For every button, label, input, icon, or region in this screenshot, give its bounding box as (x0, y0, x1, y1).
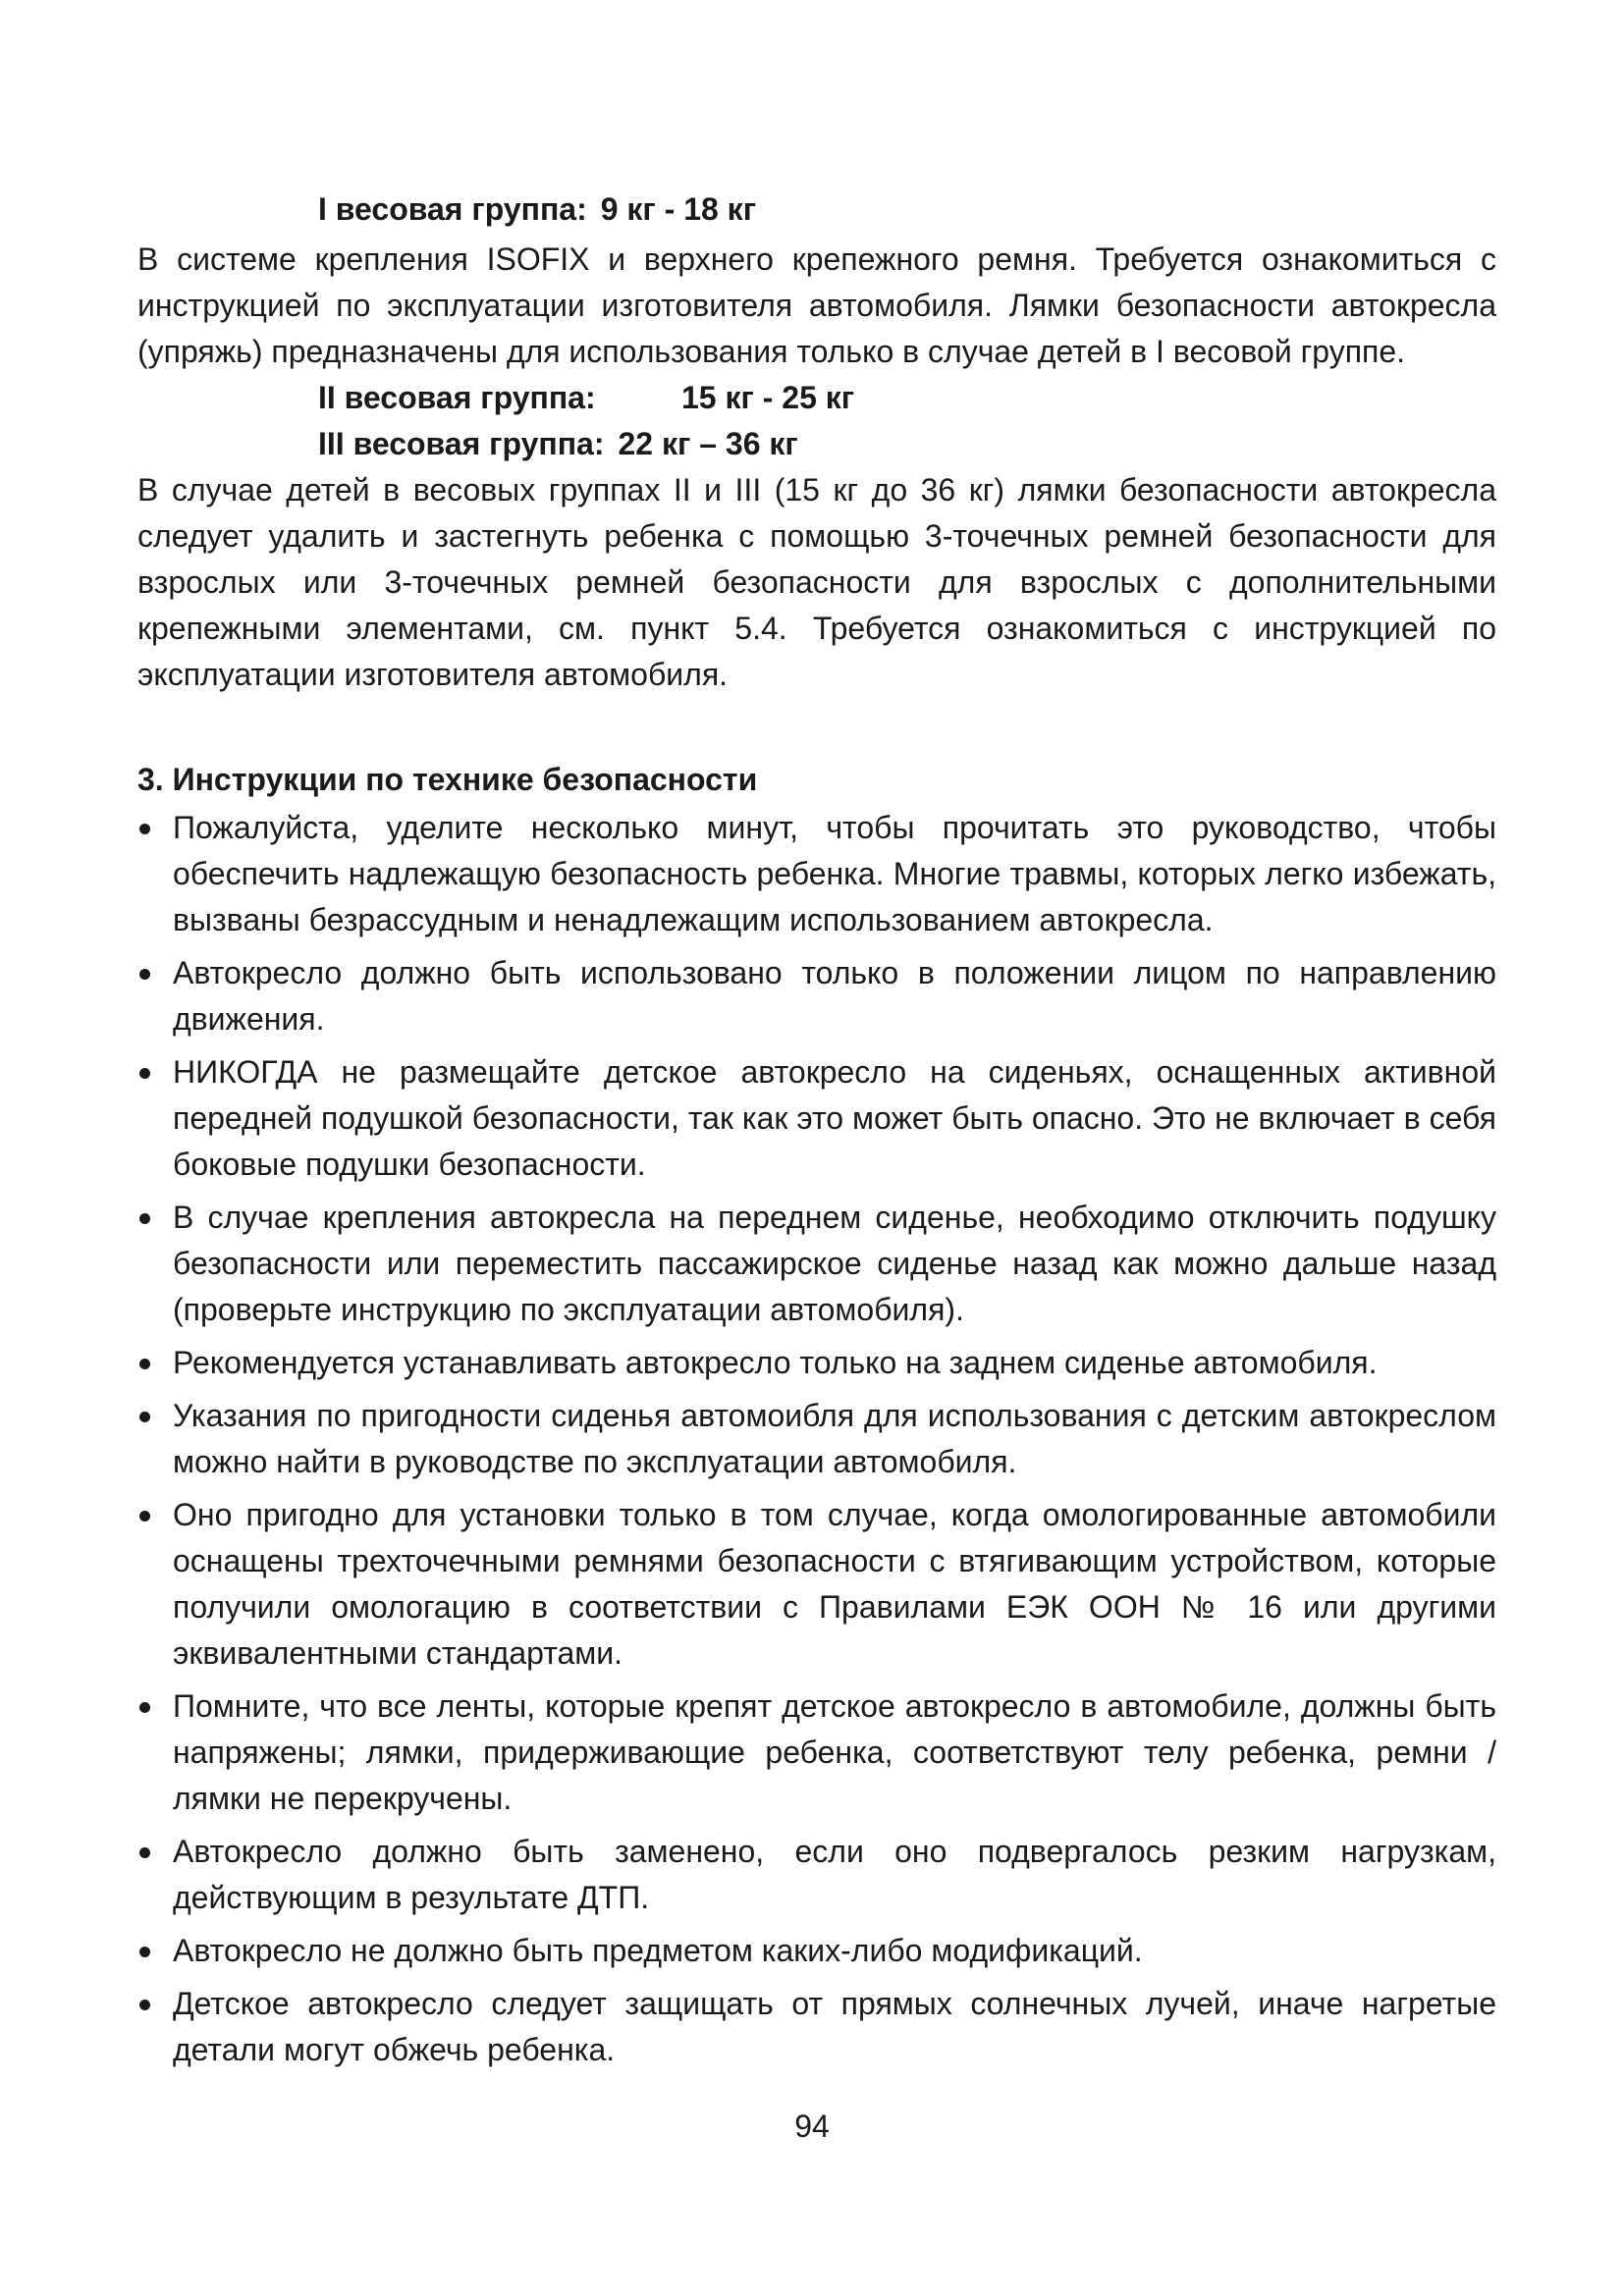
list-item-text: Автокресло должно быть использовано только в положении лицом по направлению движения. (173, 955, 1496, 1037)
page-number: 94 (794, 2109, 830, 2144)
weight-group-2-heading (137, 375, 1496, 421)
list-item-text: Пожалуйста, уделите несколько минут, чтобы прочитать это руководство, чтобы обеспечить надлежащую безопасность ребенка. Многие травмы, которых легко избежать, вызваны безрассудным и ненадлежащим использованием автокресла. (173, 810, 1496, 937)
list-item-text: Детское автокресло следует защищать от прямых солнечных лучей, иначе нагретые детали могут обжечь ребенка. (173, 1986, 1496, 2067)
bullet-icon (139, 1068, 150, 1079)
bullet-icon (139, 1511, 150, 1522)
bullet-icon (139, 2000, 150, 2010)
list-item (137, 1492, 1496, 1677)
weight-group-3-label: III весовая группа: (318, 426, 605, 461)
list-item (137, 1981, 1496, 2073)
safety-instructions-list (137, 805, 1496, 2073)
list-item-text: Оно пригодно для установки только в том случае, когда омологированные автомобили оснащены трехточечными ремнями безопасности с втягивающим устройством, которые получили омологацию в соответствии с Правилами ЕЭК ООН № 16 или другими эквивалентными стандартами. (173, 1497, 1496, 1671)
list-item-text: Указания по пригодности сиденья автомоибля для использования с детским автокреслом можно найти в руководстве по эксплуатации автомобиля. (173, 1398, 1496, 1479)
list-item (137, 1928, 1496, 1974)
list-item-text: Автокресло должно быть заменено, если оно подвергалось резким нагрузкам, действующим в результате ДТП. (173, 1834, 1496, 1915)
list-item (137, 805, 1496, 943)
list-item (137, 1683, 1496, 1822)
list-item-text: В случае крепления автокресла на переднем сиденье, необходимо отключить подушку безопасности или переместить пассажирское сиденье назад как можно дальше назад (проверьте инструкцию по эксплуатации автомобиля). (173, 1200, 1496, 1327)
bullet-icon (139, 1412, 150, 1422)
bullet-icon (139, 824, 150, 834)
bullet-icon (139, 1847, 150, 1858)
bullet-icon (139, 969, 150, 980)
bullet-icon (139, 1213, 150, 1224)
list-item (137, 1393, 1496, 1485)
list-item (137, 1049, 1496, 1188)
weight-group-3-heading (137, 421, 1496, 467)
list-item (137, 1340, 1496, 1386)
list-item-text: НИКОГДА не размещайте детское автокресло на сиденьях, оснащенных активной передней подушкой безопасности, так как это может быть опасно. Это не включает в себя боковые подушки безопасности. (173, 1054, 1496, 1182)
list-item-text: Автокресло не должно быть предметом каких-либо модификаций. (173, 1933, 1143, 1968)
bullet-icon (139, 1702, 150, 1713)
weight-group-3-range: 22 кг – 36 кг (618, 426, 798, 461)
section-heading-safety: 3. Инструкции по технике безопасности (137, 762, 758, 797)
list-item (137, 1829, 1496, 1921)
weight-group-1-label: I весовая группа: (318, 191, 587, 227)
weight-group-1-range: 9 кг - 18 кг (600, 191, 757, 227)
document-page (137, 187, 1496, 2073)
weight-group-1-heading (137, 187, 1496, 233)
weight-group-1-description: В системе крепления ISOFIX и верхнего крепежного ремня. Требуется ознакомиться с инструкцией по эксплуатации изготовителя автомобиля. Лямки безопасности автокресла (упряжь) предназначены для использования только в случае детей в I весовой группе. (137, 241, 1496, 369)
weight-group-2-3-description: В случае детей в весовых группах II и III (15 кг до 36 кг) лямки безопасности автокресла следует удалить и застегнуть ребенка с помощью 3-точечных ремней безопасности для взрослых или 3-точечных ремней безопасности для взрослых с дополнительными крепежными элементами, см. пункт 5.4. Требуется ознакомиться с инструкцией по эксплуатации изготовителя автомобиля. (137, 472, 1496, 692)
bullet-icon (139, 1359, 150, 1369)
list-item-text: Рекомендуется устанавливать автокресло только на заднем сиденье автомобиля. (173, 1345, 1378, 1380)
weight-group-2-label: II весовая группа: (318, 380, 596, 415)
weight-group-2-range: 15 кг - 25 кг (681, 380, 855, 415)
list-item-text: Помните, что все ленты, которые крепят детское автокресло в автомобиле, должны быть напряжены; лямки, придерживающие ребенка, соответствуют телу ребенка, ремни / лямки не перекручены. (173, 1688, 1496, 1816)
list-item (137, 950, 1496, 1042)
list-item (137, 1195, 1496, 1333)
bullet-icon (139, 1947, 150, 1957)
